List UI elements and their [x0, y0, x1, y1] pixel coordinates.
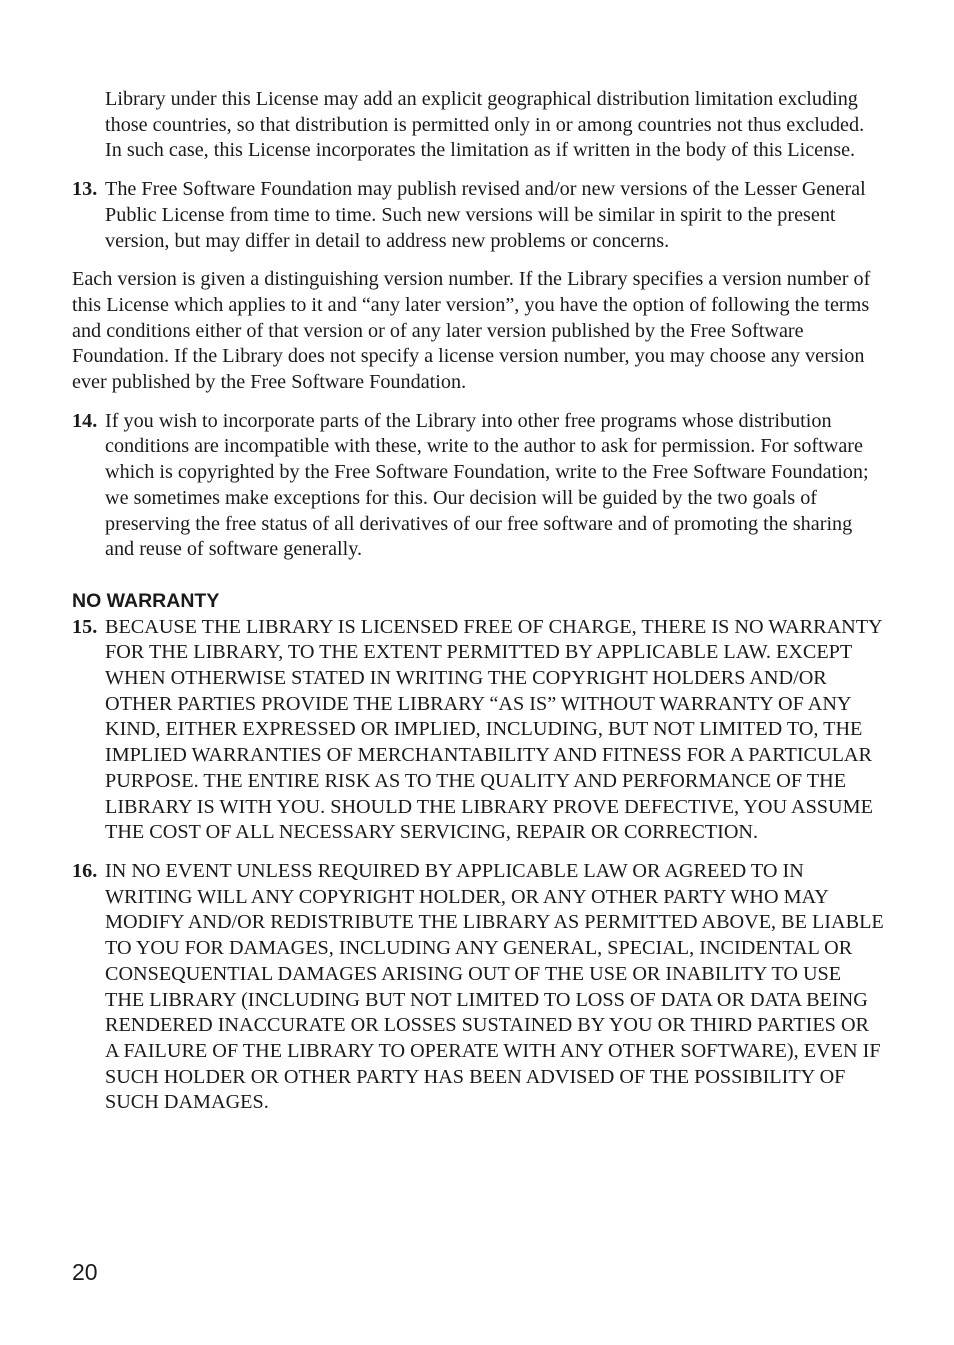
list-item-13 [72, 177, 884, 254]
list-item-14 [72, 409, 884, 563]
item-text: IN NO EVENT UNLESS REQUIRED BY APPLICABLE LAW OR AGREED TO IN WRITING WILL ANY COPYRIGHT HOLDER, OR ANY OTHER PARTY WHO MAY MODIFY AND/OR REDISTRIBUTE THE LIBRARY AS PERMITTED ABOVE, BE LIABLE TO YOU FOR DAMAGES, INCLUDING ANY GENERAL, SPECIAL, INCIDENTAL OR CONSEQUENTIAL DAMAGES ARISING OUT OF THE USE OR INABILITY TO USE THE LIBRARY (INCLUDING BUT NOT LIMITED TO LOSS OF DATA OR DATA BEING RENDERED INACCURATE OR LOSSES SUSTAINED BY YOU OR THIRD PARTIES OR A FAILURE OF THE LIBRARY TO OPERATE WITH ANY OTHER SOFTWARE), EVEN IF SUCH HOLDER OR OTHER PARTY HAS BEEN ADVISED OF THE POSSIBILITY OF SUCH DAMAGES. [105, 859, 884, 1114]
continued-paragraph: Library under this License may add an explicit geographical distribution limitation excluding those countries, so that distribution is permitted only in or among countries not thus excluded. In such case, this License incorporates the limitation as if written in the body of this License. [105, 88, 865, 162]
item-text: If you wish to incorporate parts of the Library into other free programs whose distribution conditions are incompatible with these, write to the author to ask for permission. For software which is copyrighted by the Free Software Foundation, write to the Free Software Foundation; we sometimes make exceptions for this. Our decision will be guided by the two goals of preserving the free status of all derivatives of our free software and of promoting the sharing and reuse of software generally. [105, 409, 869, 561]
item-text: The Free Software Foundation may publish revised and/or new versions of the Lesser General Public License from time to time. Such new versions will be similar in spirit to the present version, but may differ in detail to address new problems or concerns. [105, 178, 866, 252]
page-number: 20 [72, 1259, 98, 1285]
item-text: BECAUSE THE LIBRARY IS LICENSED FREE OF CHARGE, THERE IS NO WARRANTY FOR THE LIBRARY, TO THE EXTENT PERMITTED BY APPLICABLE LAW. EXCEPT WHEN OTHERWISE STATED IN WRITING THE COPYRIGHT HOLDERS AND/OR OTHER PARTIES PROVIDE THE LIBRARY “AS IS” WITHOUT WARRANTY OF ANY KIND, EITHER EXPRESSED OR IMPLIED, INCLUDING, BUT NOT LIMITED TO, THE IMPLIED WARRANTIES OF MERCHANTABILITY AND FITNESS FOR A PARTICULAR PURPOSE. THE ENTIRE RISK AS TO THE QUALITY AND PERFORMANCE OF THE LIBRARY IS WITH YOU. SHOULD THE LIBRARY PROVE DEFECTIVE, YOU ASSUME THE COST OF ALL NECESSARY SERVICING, REPAIR OR CORRECTION. [105, 615, 882, 844]
list-item-16 [72, 859, 884, 1116]
item-number: 15. [72, 615, 98, 638]
section-heading-no-warranty: NO WARRANTY [72, 589, 220, 612]
item-number: 14. [72, 409, 98, 432]
item-number: 13. [72, 178, 98, 201]
item-number: 16. [72, 859, 98, 882]
list-item-15 [72, 615, 884, 846]
document-page [72, 87, 884, 1129]
version-paragraph: Each version is given a distinguishing version number. If the Library specifies a version number of this License which applies to it and “any later version”, you have the option of following the terms and conditions either of that version or of any later version published by the Free Software Foundation. If the Library does not specify a license version number, you may choose any version ever published by the Free Software Foundation. [72, 268, 871, 394]
